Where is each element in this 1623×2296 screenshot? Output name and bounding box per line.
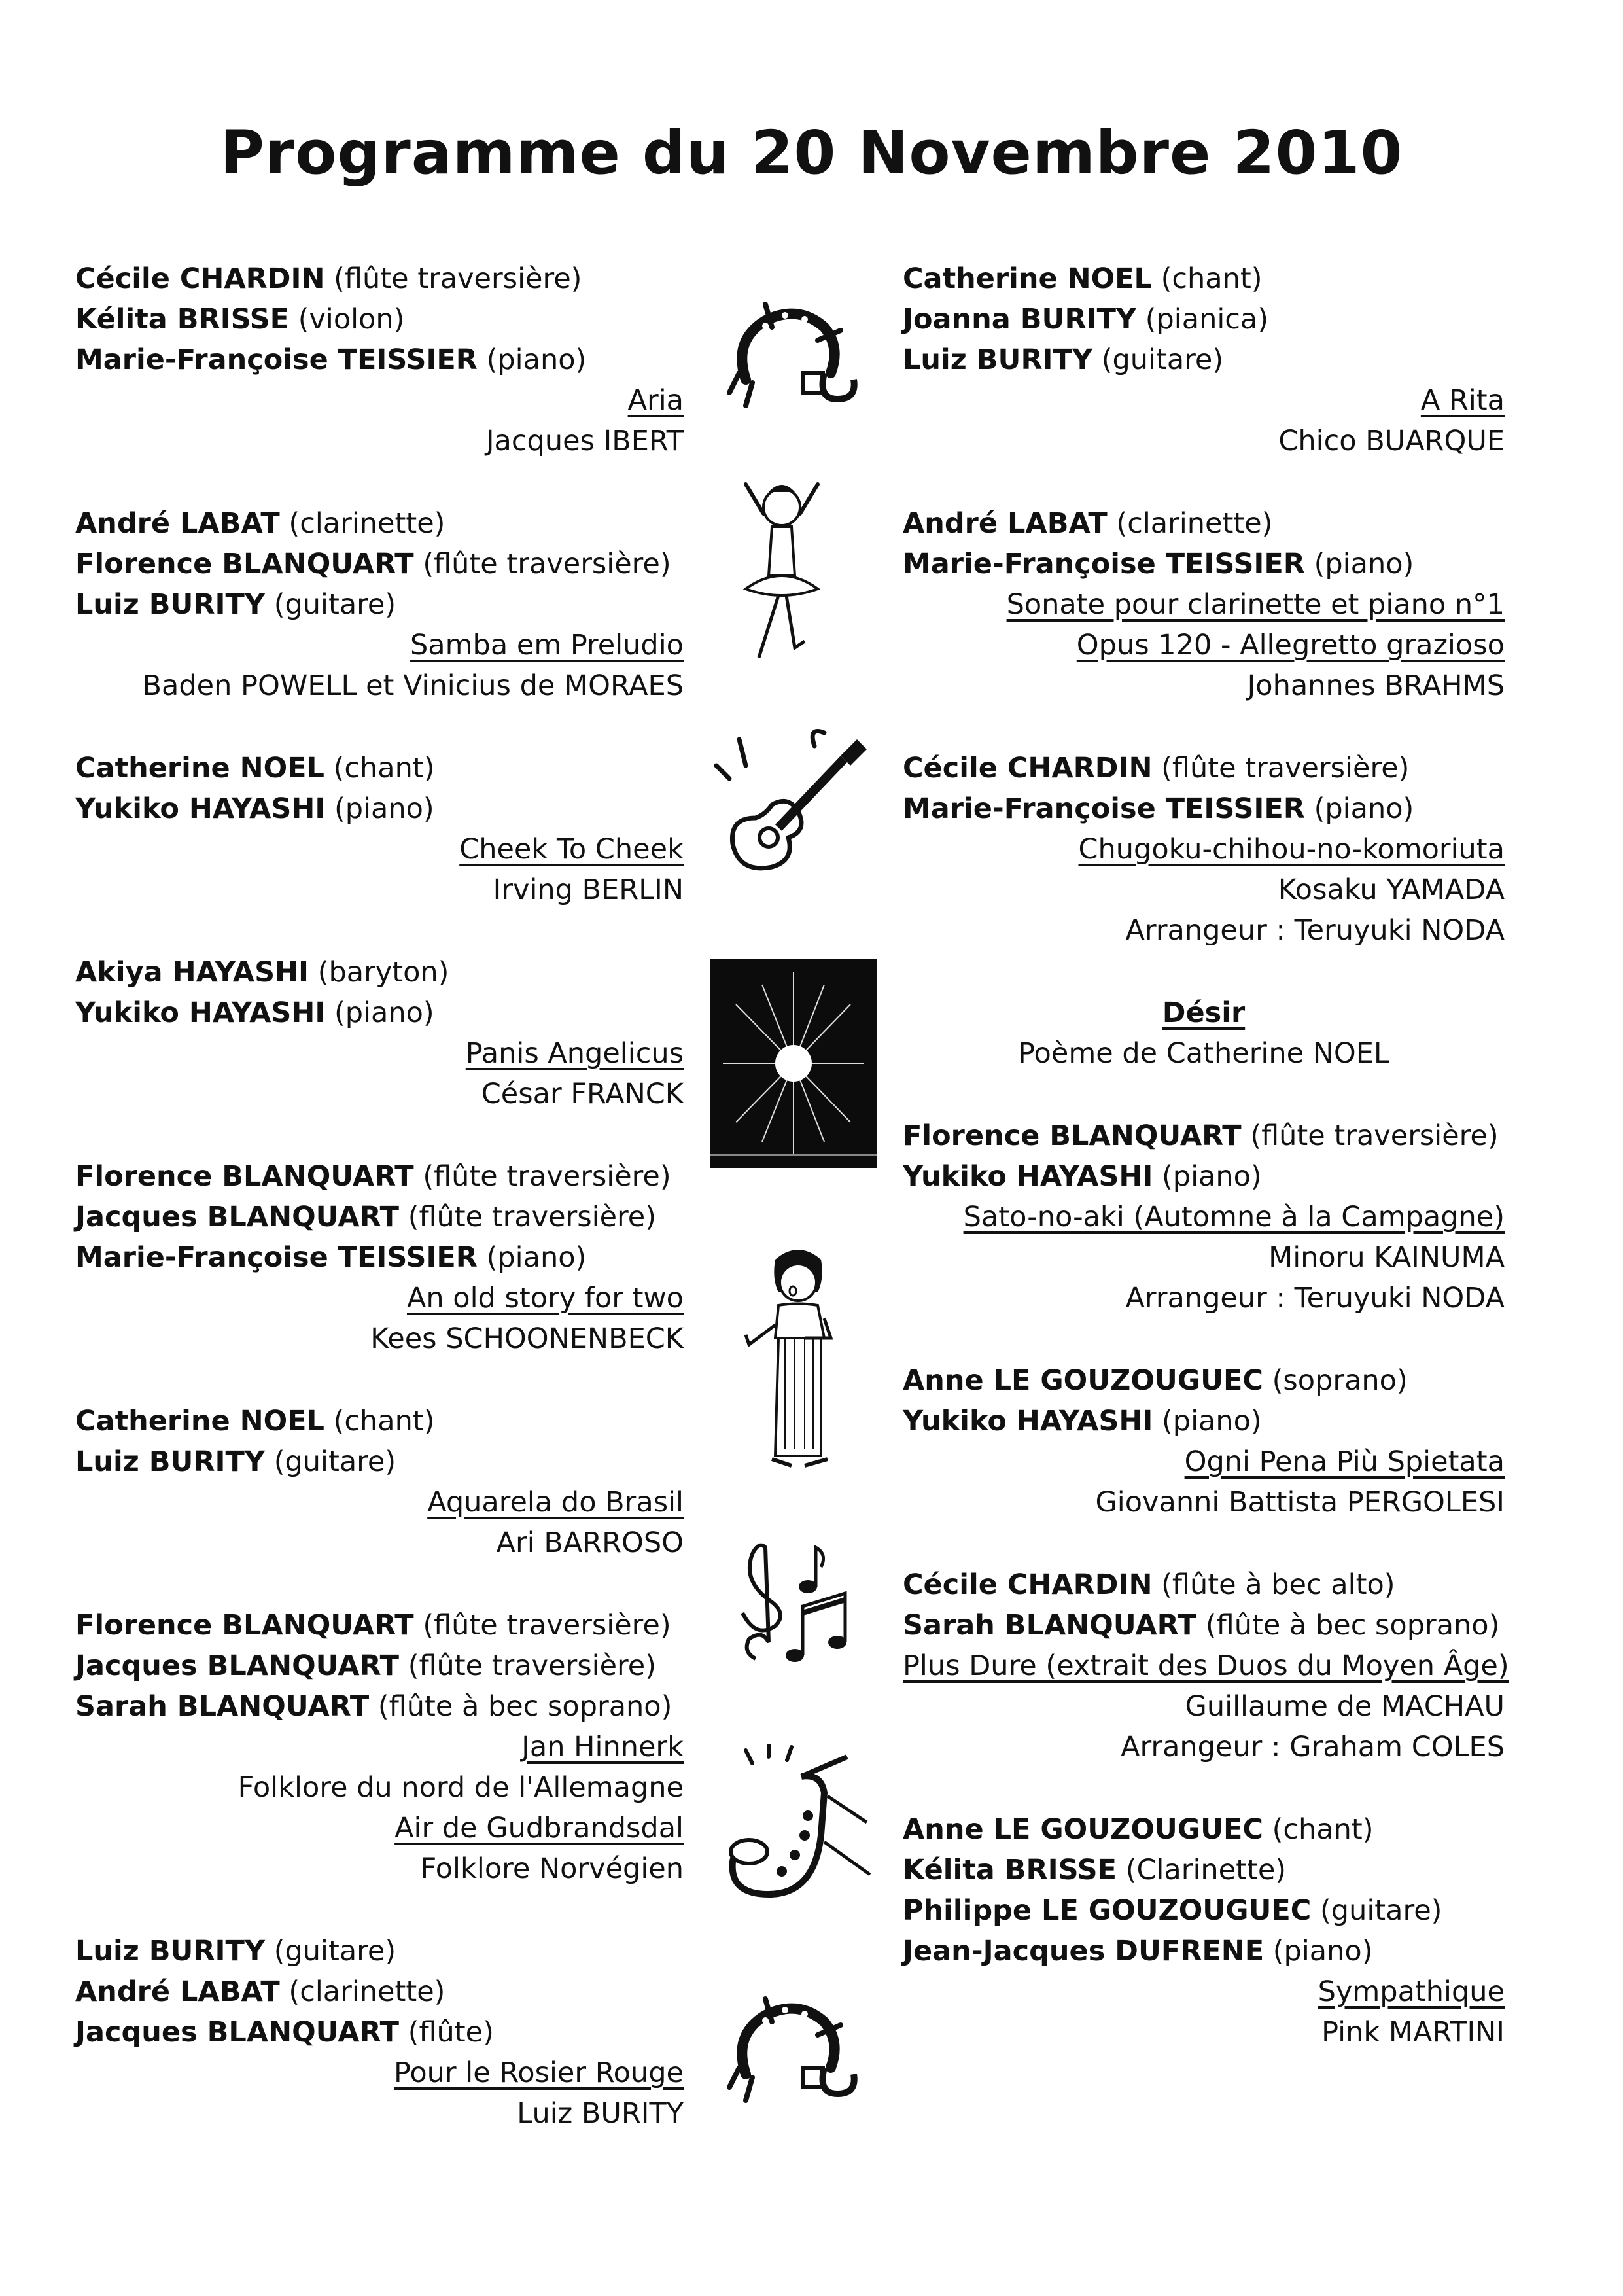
work-title: Aria [627,384,684,417]
performer-instrument: (pianica) [1145,303,1269,336]
work-subtitle-line [903,625,1505,665]
work-title-line [75,380,684,421]
work-credit: César FRANCK [481,1078,684,1110]
programme-item [903,1116,1505,1318]
performer-line [75,748,684,788]
performer-instrument: (flûte traversière) [408,1201,657,1233]
performer-name: Anne LE GOUZOUGUEC [903,1813,1263,1846]
work-credit: Pink MARTINI [1321,2016,1505,2049]
programme-item [903,1564,1509,1767]
work-title-line [75,1727,684,1767]
performer-instrument: (guitare) [1320,1894,1442,1927]
performer-instrument: (flûte traversière) [423,548,671,580]
performer-instrument: (flûte à bec soprano) [377,1690,672,1723]
performer-name: Florence BLANQUART [903,1120,1242,1152]
work-title-line [75,625,684,665]
work-title-line [903,584,1505,625]
performer-name: Philippe LE GOUZOUGUEC [903,1894,1312,1927]
work-title: Cheek To Cheek [459,833,684,866]
performer-line [903,340,1505,380]
performer-instrument: (violon) [298,303,405,336]
performer-instrument: (chant) [1272,1813,1374,1846]
work-title-line [75,1278,684,1318]
performer-name: Catherine NOEL [75,1405,324,1438]
work-title: Aquarela do Brasil [427,1486,684,1519]
work-title: Chugoku-chihou-no-komoriuta [1078,833,1505,866]
performer-name: Kélita BRISSE [903,1854,1117,1886]
work-title-line [903,1441,1505,1482]
performer-name: Marie-Françoise TEISSIER [75,1241,478,1274]
programme-right-column [903,258,1509,2094]
performer-instrument: (chant) [333,1405,435,1438]
work-title-line [75,1033,684,1074]
work-credit: Ari BARROSO [496,1527,684,1559]
singer-icon [739,1240,857,1475]
work-title: Plus Dure (extrait des Duos du Moyen Âge) [903,1650,1509,1682]
performer-line [75,952,684,993]
performer-line [903,1564,1505,1605]
performer-instrument: (guitare) [1101,344,1224,376]
work-title: Air de Gudbrandsdal [394,1812,684,1845]
work-credit: Giovanni Battista PERGOLESI [1095,1486,1505,1519]
performer-line [75,340,684,380]
work-credit: Kees SCHOONENBECK [370,1322,684,1355]
performer-name: Jacques BLANQUART [75,1201,400,1233]
performer-instrument: (guitare) [273,1935,396,1968]
performer-name: Jacques BLANQUART [75,1650,400,1682]
performer-line [75,1931,684,1971]
work-title-line [903,380,1505,421]
work-title-line [75,1482,684,1523]
performer-name: Joanna BURITY [903,303,1137,336]
performer-instrument: (clarinette) [288,1975,445,2008]
performer-name: Florence BLANQUART [75,1160,414,1193]
performer-line [903,1116,1505,1156]
work-title: Pour le Rosier Rouge [393,2057,684,2089]
performer-line [903,1360,1505,1401]
performer-instrument: (piano) [1314,792,1414,825]
work-credit: Arrangeur : Graham COLES [1121,1731,1505,1763]
performer-line [903,1605,1505,1646]
performer-name: Florence BLANQUART [75,548,414,580]
performer-instrument: (flûte traversière) [1250,1120,1499,1152]
performer-line [75,544,684,584]
performer-instrument: (piano) [334,997,434,1029]
performer-line [75,299,684,340]
performer-instrument: (flûte traversière) [334,262,582,295]
fireworks-icon [710,959,877,1168]
work-credit: Jacques IBERT [485,425,684,457]
work-credit: Johannes BRAHMS [1247,669,1505,702]
programme-item [75,258,684,461]
guitar-icon [710,720,873,883]
work-title-line [75,829,684,870]
performer-instrument: (piano) [1272,1935,1373,1968]
performer-line [903,1401,1505,1441]
performer-line [75,1237,684,1278]
performer-instrument: (guitare) [273,1445,396,1478]
work-credit: Arrangeur : Teruyuki NODA [1125,914,1505,947]
performer-instrument: (flûte traversière) [408,1650,657,1682]
performer-name: Yukiko HAYASHI [75,792,326,825]
performer-line [75,503,684,544]
work-credit: Arrangeur : Teruyuki NODA [1125,1282,1505,1315]
performer-name: Marie-Françoise TEISSIER [903,792,1305,825]
performer-name: André LABAT [75,1975,280,2008]
programme-item [903,1809,1505,2053]
programme-item [903,1360,1505,1523]
work-credit: Minoru KAINUMA [1268,1241,1505,1274]
lizard-icon [726,1996,864,2107]
performer-line [75,258,684,299]
performer-instrument: (Clarinette) [1125,1854,1287,1886]
ballerina-icon [733,478,831,667]
work-title: Samba em Preludio [410,629,684,662]
work-title: Jan Hinnerk [521,1731,684,1763]
performer-line [75,1156,684,1197]
performer-instrument: (flûte) [408,2016,494,2049]
programme-item [903,993,1505,1074]
performer-instrument: (piano) [1162,1160,1262,1193]
work-credit: Luiz BURITY [517,2097,684,2130]
work-credit: Irving BERLIN [493,874,684,906]
performer-line [903,1850,1505,1890]
programme-item [903,748,1505,951]
performer-instrument: (flûte traversière) [423,1160,671,1193]
work-title: Sonate pour clarinette et piano n°1 [1006,588,1505,621]
work-credit: Guillaume de MACHAU [1185,1690,1505,1723]
programme-item [75,503,684,706]
performer-instrument: (clarinette) [288,507,445,540]
performer-line [903,748,1505,788]
performer-name: Sarah BLANQUART [75,1690,370,1723]
work-title: Ogni Pena Più Spietata [1184,1445,1505,1478]
performer-line [903,258,1505,299]
work-title: Sympathique [1318,1975,1505,2008]
work-title-line [903,1971,1505,2012]
work-title-line [75,1808,684,1848]
performer-name: Kélita BRISSE [75,303,290,336]
performer-instrument: (baryton) [317,956,449,989]
page-title: Programme du 20 Novembre 2010 [220,118,1403,188]
work-title-line [903,1197,1505,1237]
performer-name: Luiz BURITY [75,1935,266,1968]
work-credit: Poème de Catherine NOEL [1018,1037,1389,1070]
performer-instrument: (soprano) [1272,1364,1408,1397]
performer-name: Yukiko HAYASHI [903,1405,1153,1438]
performer-instrument: (chant) [1161,262,1263,295]
performer-line [75,993,684,1033]
work-title: Sato-no-aki (Automne à la Campagne) [963,1201,1505,1233]
performer-instrument: (piano) [1314,548,1414,580]
performer-instrument: (piano) [334,792,434,825]
work-title-line [903,1646,1509,1686]
work-title: Désir [1162,997,1246,1029]
performer-name: Catherine NOEL [903,262,1152,295]
performer-line [903,788,1505,829]
work-title: A Rita [1420,384,1505,417]
performer-instrument: (chant) [333,752,435,785]
performer-line [903,503,1505,544]
performer-line [75,1646,684,1686]
performer-line [903,299,1505,340]
performer-line [75,1197,684,1237]
programme-left-column [75,258,684,2176]
performer-line [903,1156,1505,1197]
performer-line [903,1931,1505,1971]
work-credit: Folklore du nord de l'Allemagne [237,1771,684,1804]
performer-name: André LABAT [75,507,280,540]
work-subtitle: Opus 120 - Allegretto grazioso [1076,629,1505,662]
performer-line [75,584,684,625]
performer-instrument: (piano) [1162,1405,1262,1438]
performer-name: Anne LE GOUZOUGUEC [903,1364,1263,1397]
performer-name: Akiya HAYASHI [75,956,309,989]
programme-item [75,1401,684,1563]
performer-name: Yukiko HAYASHI [75,997,326,1029]
performer-line [75,788,684,829]
performer-line [75,1971,684,2012]
performer-line [75,2012,684,2053]
performer-line [75,1686,684,1727]
performer-line [903,544,1505,584]
performer-name: André LABAT [903,507,1108,540]
programme-item [75,1605,684,1889]
work-title: Panis Angelicus [465,1037,684,1070]
performer-name: Catherine NOEL [75,752,324,785]
performer-instrument: (guitare) [273,588,396,621]
work-credit: Chico BUARQUE [1278,425,1505,457]
performer-instrument: (flûte à bec alto) [1161,1568,1395,1601]
lizard-icon [726,301,864,412]
programme-item [75,1156,684,1359]
performer-name: Florence BLANQUART [75,1609,414,1642]
performer-instrument: (clarinette) [1116,507,1273,540]
performer-instrument: (piano) [486,344,587,376]
performer-name: Marie-Françoise TEISSIER [75,344,478,376]
performer-name: Cécile CHARDIN [903,1568,1153,1601]
performer-name: Cécile CHARDIN [75,262,325,295]
programme-item [75,952,684,1114]
performer-instrument: (flûte à bec soprano) [1205,1609,1500,1642]
performer-instrument: (flûte traversière) [1161,752,1410,785]
music-notes-icon [729,1541,860,1672]
programme-item [903,258,1505,461]
programme-item [903,503,1505,706]
work-credit: Folklore Norvégien [420,1852,684,1885]
work-title: An old story for two [406,1282,684,1315]
saxophone-icon [716,1744,873,1914]
performer-line [75,1401,684,1441]
performer-name: Luiz BURITY [75,588,266,621]
performer-name: Luiz BURITY [75,1445,266,1478]
performer-instrument: (piano) [486,1241,587,1274]
work-credit: Baden POWELL et Vinicius de MORAES [142,669,684,702]
work-credit: Kosaku YAMADA [1278,874,1505,906]
performer-line [75,1605,684,1646]
programme-item [75,1931,684,2134]
performer-line [75,1441,684,1482]
work-title-line [903,829,1505,870]
performer-instrument: (flûte traversière) [423,1609,671,1642]
performer-name: Luiz BURITY [903,344,1093,376]
work-title-line [75,2053,684,2093]
performer-name: Jacques BLANQUART [75,2016,400,2049]
performer-name: Marie-Françoise TEISSIER [903,548,1305,580]
programme-item [75,748,684,910]
performer-name: Cécile CHARDIN [903,752,1153,785]
performer-line [903,1890,1505,1931]
performer-name: Sarah BLANQUART [903,1609,1197,1642]
work-title-line [903,993,1505,1033]
performer-line [903,1809,1505,1850]
performer-name: Yukiko HAYASHI [903,1160,1153,1193]
performer-name: Jean-Jacques DUFRENE [903,1935,1265,1968]
